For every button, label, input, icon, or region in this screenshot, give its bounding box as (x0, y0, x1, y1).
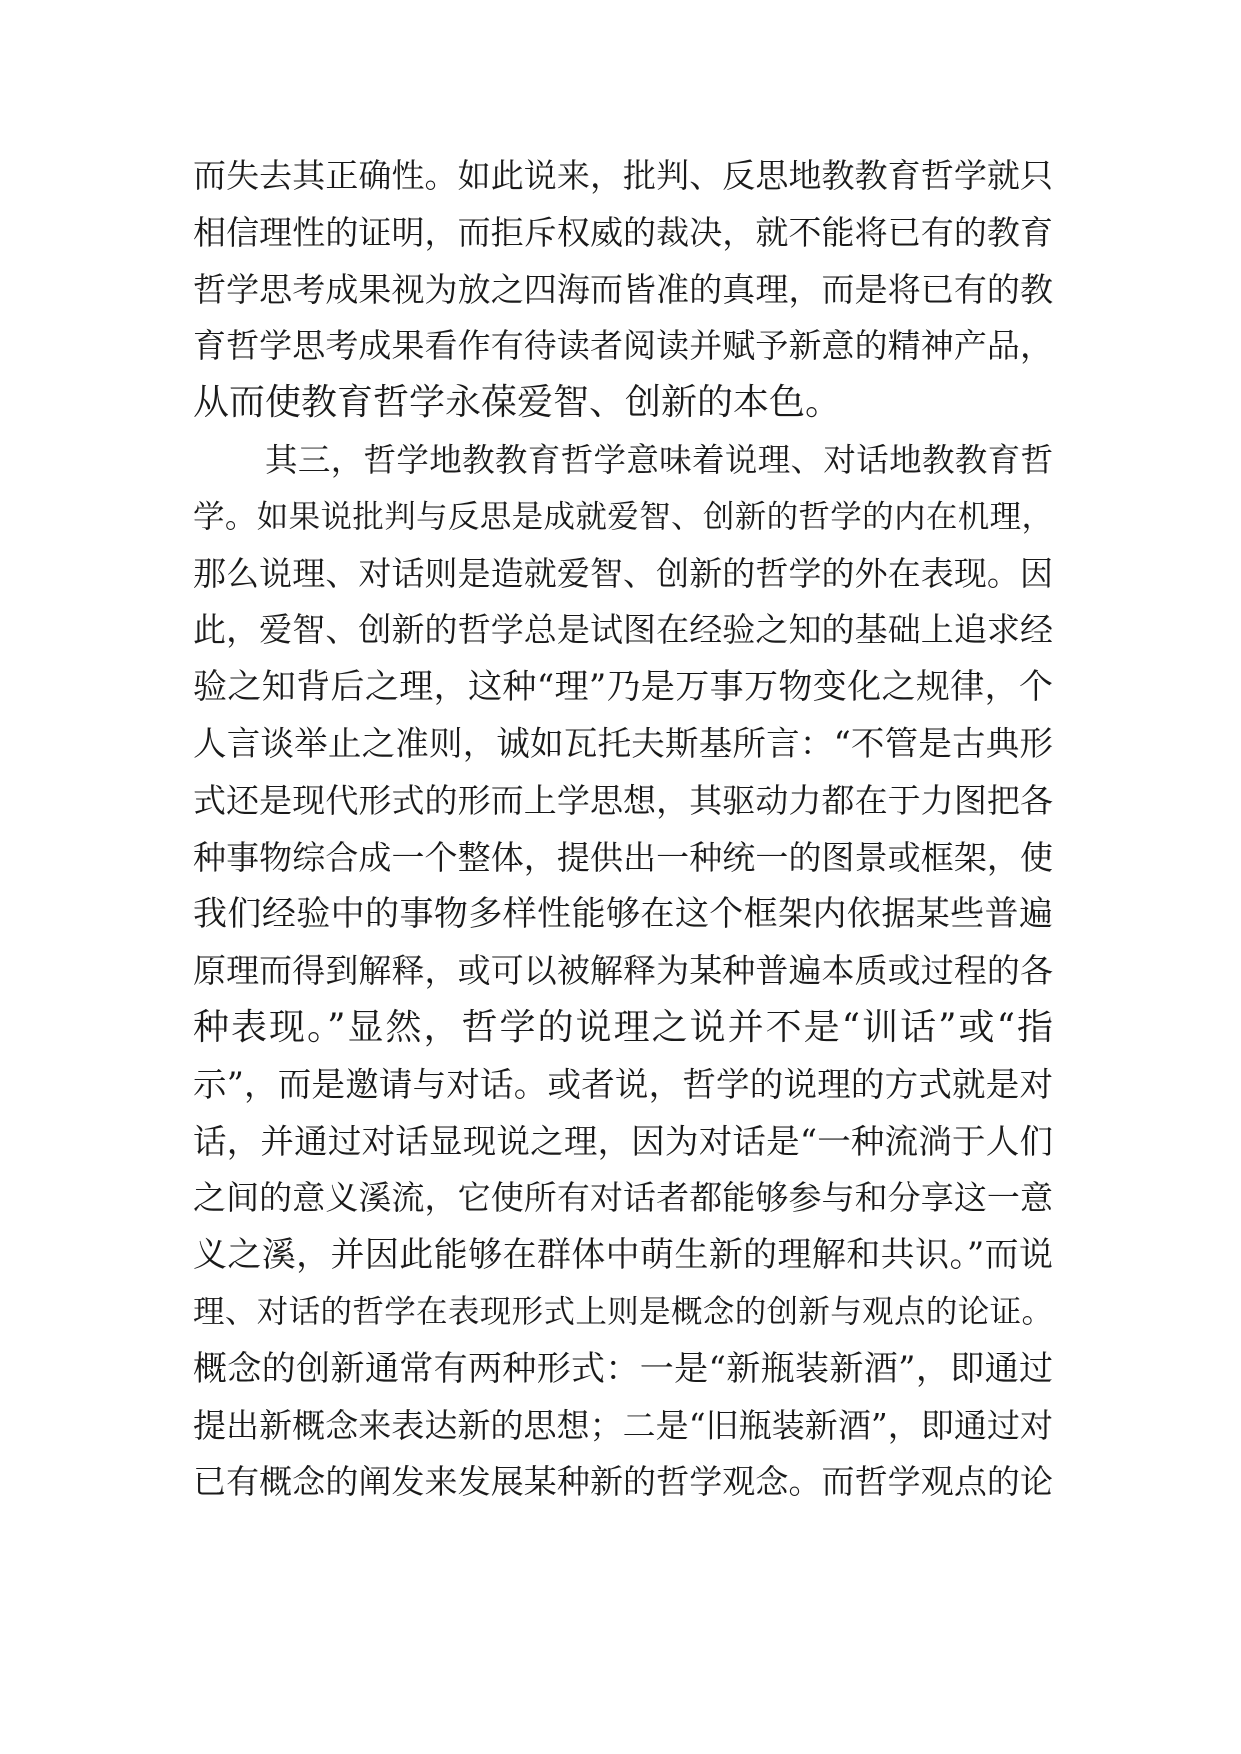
text-line: 话，并通过对话显现说之理，因为对话是“一种流淌于人们 (193, 1121, 1053, 1161)
text-line: 已有概念的阐发来发展某种新的哲学观念。而哲学观点的论 (193, 1462, 1053, 1502)
text-line: 那么说理、对话则是造就爱智、创新的哲学的外在表现。因 (193, 553, 1053, 593)
text-line: 其三，哲学地教教育哲学意味着说理、对话地教教育哲 (265, 440, 1053, 479)
text-line: 我们经验中的事物多样性能够在这个框架内依据某些普遍 (193, 894, 1053, 935)
text-line: 种事物综合成一个整体，提供出一种统一的图景或框架，使 (193, 837, 1053, 877)
paragraph (193, 148, 1053, 432)
text-line: 提出新概念来表达新的思想；二是“旧瓶装新酒”，即通过对 (193, 1405, 1053, 1445)
text-line: 育哲学思考成果看作有待读者阅读并赋予新意的精神产品， (193, 326, 1053, 366)
text-line: 种表现。”显然，哲学的说理之说并不是“训话”或“指 (193, 1006, 1053, 1048)
text-line: 义之溪，并因此能够在群体中萌生新的理解和共识。”而说 (193, 1235, 1053, 1276)
text-line: 示”，而是邀请与对话。或者说，哲学的说理的方式就是对 (193, 1064, 1053, 1104)
text-line: 而失去其正确性。如此说来，批判、反思地教教育哲学就只 (193, 156, 1053, 195)
paragraph (193, 432, 1053, 1511)
text-line: 概念的创新通常有两种形式：一是“新瓶装新酒”，即通过 (193, 1348, 1053, 1389)
text-line: 哲学思考成果视为放之四海而皆准的真理，而是将已有的教 (193, 269, 1053, 309)
text-line: 之间的意义溪流，它使所有对话者都能够参与和分享这一意 (193, 1178, 1053, 1218)
text-line: 理、对话的哲学在表现形式上则是概念的创新与观点的论证。 (193, 1293, 1053, 1330)
text-line: 人言谈举止之准则，诚如瓦托夫斯基所言：“不管是古典形 (193, 723, 1053, 763)
text-line: 验之知背后之理，这种“理”乃是万事万物变化之规律，个 (193, 667, 1053, 708)
text-line: 学。如果说批判与反思是成就爱智、创新的哲学的内在机理， (193, 498, 1053, 535)
text-line: 从而使教育哲学永葆爱智、创新的本色。 (193, 382, 842, 424)
text-line: 相信理性的证明，而拒斥权威的裁决，就不能将已有的教育 (193, 212, 1053, 252)
body-text (193, 148, 1053, 1511)
text-line: 式还是现代形式的形而上学思想，其驱动力都在于力图把各 (193, 780, 1053, 820)
text-line: 此，爱智、创新的哲学总是试图在经验之知的基础上追求经 (193, 610, 1053, 650)
text-line: 原理而得到解释，或可以被解释为某种普遍本质或过程的各 (193, 951, 1053, 991)
